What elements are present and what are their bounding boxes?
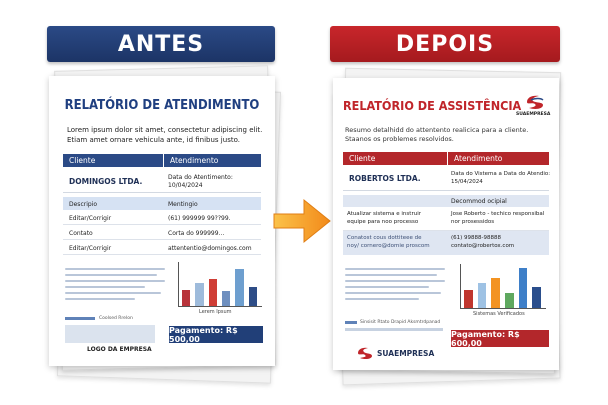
- before-chart-caption: Lerem Ipsum: [199, 309, 232, 315]
- before-logo: LOGO DA EMPRESA: [87, 346, 152, 353]
- after-header-cliente: Cliente: [349, 154, 376, 163]
- after-subheader-row: [343, 195, 549, 207]
- after-client-name: ROBERTOS LTDA.: [349, 174, 421, 183]
- before-row-3-value: attententio@domingos.com: [168, 245, 252, 252]
- after-row-2-value: (61) 99888-98888 contato@robertox.com: [451, 235, 515, 249]
- before-chart-x-axis: [178, 306, 262, 307]
- after-chart-y-axis: [460, 264, 461, 308]
- after-brand-name: SUAEMPRESA: [516, 112, 551, 117]
- after-banner: DEPOIS: [330, 26, 560, 62]
- brand-logo-icon: [523, 94, 547, 110]
- before-header-cliente: Cliente: [69, 156, 96, 165]
- before-client-name: DOMINGOS LTDA.: [69, 177, 143, 186]
- after-table-header: [343, 152, 549, 165]
- after-chart-bar-1: [464, 290, 473, 308]
- before-small-label: Coolsed Rrelon: [99, 316, 133, 321]
- before-chart-bar-4: [222, 291, 230, 306]
- before-report-title: RELATÓRIO DE ATENDIMENTO: [64, 98, 260, 113]
- before-date: Data do Atentimento: 10/04/2024: [168, 174, 233, 189]
- before-chart-bar-2: [195, 283, 203, 306]
- after-row-1-value: Jose Roberto - techico responsibal nor prosessidos: [451, 211, 545, 225]
- after-small-mark: [345, 321, 357, 324]
- before-chart-bar-6: [249, 287, 257, 306]
- before-row-3-label: Editar/Corrigir: [69, 245, 112, 252]
- after-row-1-label: Atualizar sistema e instruir equipe para noo processo: [347, 211, 421, 225]
- before-payment-box: Pagamento: R$ 500,00: [169, 326, 263, 343]
- after-small-line: [345, 328, 443, 331]
- before-intro: Lorem ipsum dolor sit amet, consectetur adipiscing elit. Etiam amet ornare vehicula ante, id finibus justo.: [67, 126, 263, 144]
- after-subheader-2: Decommod ocipial: [451, 198, 507, 205]
- after-chart-x-axis: [460, 308, 546, 309]
- before-bar-chart: [173, 262, 263, 306]
- before-header-atendimento: Atendimento: [163, 154, 261, 167]
- after-chart-bar-2: [478, 283, 487, 308]
- arrow-right-icon: [272, 196, 334, 246]
- after-chart-caption: Sistemas Verificados: [473, 311, 525, 317]
- after-chart-bar-4: [505, 293, 514, 308]
- before-small-mark: [65, 317, 95, 320]
- before-chart-y-axis: [178, 262, 179, 306]
- after-report-title: RELATÓRIO DE ASSISTÊNCIA: [343, 98, 522, 113]
- before-subheader-2: Mentingio: [168, 201, 198, 208]
- before-chart-bar-3: [209, 279, 217, 307]
- before-row-1-value: (61) 999999 99??99.: [168, 215, 231, 222]
- before-report: [49, 76, 275, 366]
- after-date: Data do Vistema a Data do Atendio: 15/04/2024: [451, 171, 551, 185]
- before-chart-bar-1: [182, 290, 190, 307]
- after-intro: Resumo detalhidd do attentento realicica para a cliente. Staanos os problemes resolvidos.: [345, 126, 529, 143]
- after-small-label: Sinsisit Rtato Drapid Aksmtrdpanad: [360, 320, 441, 325]
- after-payment-box: Pagamento: R$ 600,00: [451, 330, 549, 347]
- after-report: [333, 78, 559, 370]
- after-row-2-label: Conatost cous dottiteee de noy/ cornero@domie proscom: [347, 235, 430, 249]
- before-row-1-label: Editar/Corrigir: [69, 215, 112, 222]
- before-chart-bar-5: [235, 269, 243, 306]
- before-row-2-label: Contato: [69, 230, 93, 237]
- before-subheader-1: Descripio: [69, 201, 98, 208]
- before-banner: ANTES: [47, 26, 275, 62]
- after-chart-bar-6: [532, 287, 541, 308]
- after-bar-chart: [455, 264, 547, 308]
- after-chart-bar-5: [519, 268, 528, 308]
- before-table-header: [63, 154, 261, 167]
- after-text-lines: [345, 268, 445, 304]
- before-row-2-value: Corta do 999999...: [168, 230, 225, 237]
- before-logo-box: [65, 325, 155, 343]
- before-text-lines: [65, 268, 165, 304]
- after-logo: SUAEMPRESA: [377, 349, 435, 358]
- after-chart-bar-3: [491, 278, 500, 308]
- brand-logo-icon: [355, 346, 375, 360]
- after-header-atendimento: Atendimento: [447, 152, 549, 165]
